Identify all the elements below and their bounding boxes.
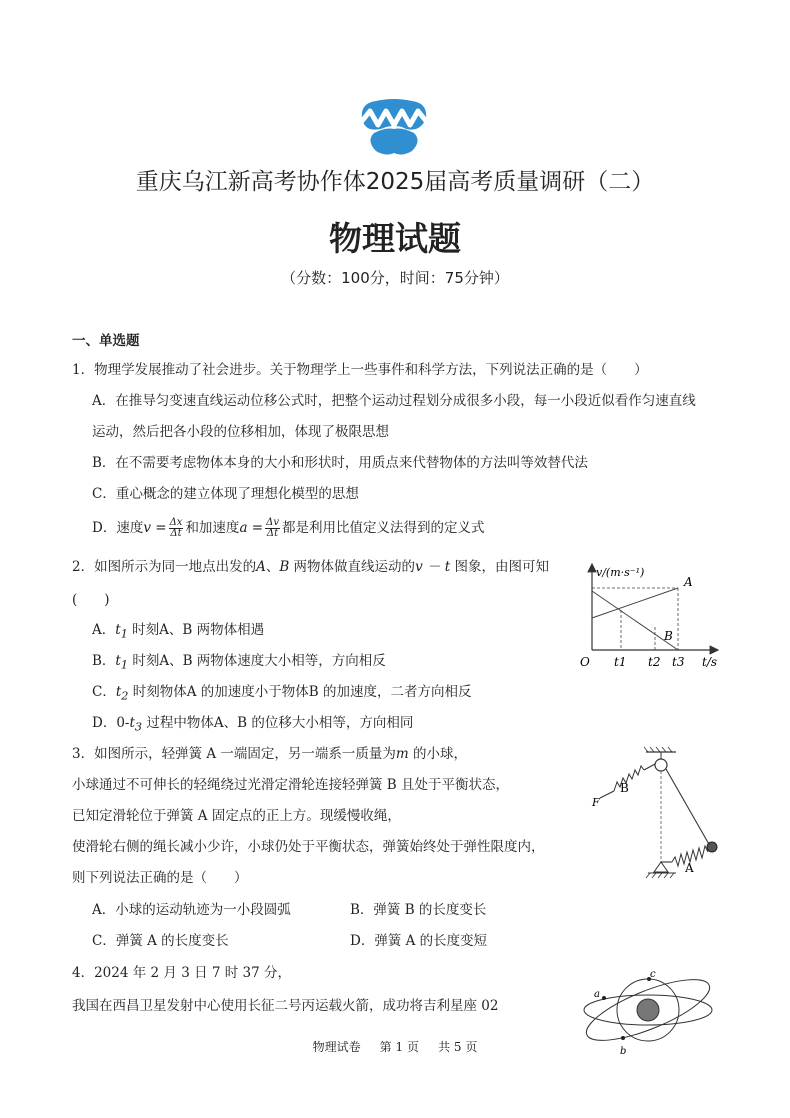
- q4-earth: [637, 999, 659, 1021]
- q3-ceiling-hatch: [644, 747, 672, 752]
- q3-pulley: [655, 759, 667, 771]
- q3-option-d: D．弹簧 A 的长度变短: [350, 933, 488, 949]
- q2-stem: [72, 557, 549, 577]
- q2-tick-t3: t3: [672, 655, 685, 669]
- q2-stem-sep: 、: [265, 559, 280, 575]
- q1-d-accel: a =: [239, 520, 264, 536]
- q1-d-mid: 和加速度: [185, 520, 240, 536]
- q3-rope-left: [644, 764, 655, 770]
- footer-subject: 物理试卷: [312, 1040, 361, 1054]
- q1-d-velocity: v =: [143, 520, 167, 536]
- q2-b-pre: B．: [92, 653, 116, 669]
- q4-label-b: b: [620, 1046, 627, 1057]
- q1-d-v-den: Δt: [170, 528, 182, 539]
- q2-c-pre: C．: [92, 684, 116, 700]
- q3-ball: [707, 842, 717, 852]
- school-title: 重庆乌江新高考协作体2025届高考质量调研（二）: [135, 169, 655, 195]
- q2-stem-A: A: [256, 559, 266, 575]
- q3-rope-right: [666, 769, 710, 846]
- q2-option-c: [92, 682, 472, 707]
- q1-d-v-num: Δx: [169, 517, 183, 528]
- q2-b-sub: 1: [120, 658, 129, 672]
- q3-mass: m: [395, 746, 409, 762]
- q2-d-rest: 过程中物体A、B 的位移大小相等，方向相同: [142, 715, 414, 731]
- q1-stem: 1．物理学发展推动了社会进步。关于物理学上一些事件和科学方法，下列说法正确的是（ ）: [72, 362, 648, 378]
- page-title: 物理试题: [329, 219, 461, 258]
- q2-b-t: t: [115, 653, 121, 669]
- q2-a-t: t: [115, 622, 121, 638]
- q2-d-sub: 3: [134, 720, 143, 734]
- q2-stem-vt: v － t: [415, 559, 451, 575]
- q2-origin: O: [580, 655, 590, 669]
- q2-b-rest: 时刻A、B 两物体速度大小相等，方向相反: [128, 653, 386, 669]
- q3-line5: 则下列说法正确的是（ ）: [72, 870, 248, 886]
- footer-page-mid: 页: [406, 1040, 419, 1054]
- q2-line-A: [592, 588, 678, 618]
- q2-option-b: [92, 651, 386, 676]
- q3-label-B: B: [620, 781, 629, 795]
- q2-label-A: A: [684, 575, 693, 589]
- q3-line1-a: 3．如图所示，轻弹簧 A 一端固定，另一端系一质量为: [72, 746, 396, 762]
- q1-d-accel-fraction: [265, 518, 280, 539]
- q2-stem-a: 2．如图所示为同一地点出发的: [72, 559, 257, 575]
- q3-spring-B: [614, 766, 644, 791]
- q4-label-a: a: [594, 989, 600, 1000]
- q1-option-c: C．重心概念的建立体现了理想化模型的思想: [92, 486, 359, 502]
- exam-info: （分数：100分，时间：75分钟）: [281, 269, 509, 287]
- footer-total-pages: 5: [453, 1040, 462, 1054]
- q3-line2: 小球通过不可伸长的轻绳绕过光滑定滑轮连接轻弹簧 B 且处于平衡状态，: [72, 777, 510, 793]
- q1-d-velocity-fraction: [169, 518, 184, 539]
- q2-c-t: t: [115, 684, 122, 700]
- q2-a-rest: 时刻A、B 两物体相遇: [127, 622, 265, 638]
- q3-line1-b: 的小球，: [408, 746, 468, 762]
- q1-option-a-cont: 运动，然后把各小段的位移相加，体现了极限思想: [92, 424, 389, 440]
- q2-tick-t1: t1: [614, 655, 627, 669]
- q1-option-a: A．在推导匀变速直线运动位移公式时，把整个运动过程划分成很多小段，每一小段近似看作匀速直线: [92, 393, 696, 409]
- q2-vt-graph: [578, 558, 728, 676]
- q4-satellite-a: [602, 996, 606, 1000]
- q3-option-a: A．小球的运动轨迹为一小段圆弧: [92, 902, 291, 918]
- q3-force-F: [600, 791, 614, 798]
- footer-total-pre: 共: [438, 1040, 451, 1054]
- page-footer: [0, 1038, 790, 1055]
- q2-stem-c: 图象，由图可知: [450, 559, 549, 575]
- q2-c-sub: 2: [121, 689, 129, 703]
- section-heading: 一、单选题: [72, 333, 140, 349]
- q2-a-sub: 1: [120, 627, 128, 641]
- q2-d-pre: D．0-: [92, 715, 130, 731]
- q1-d-prefix: D．速度: [92, 520, 144, 536]
- q2-a-pre: A．: [92, 622, 116, 638]
- q3-line3: 已知定滑轮位于弹簧 A 固定点的正上方。现缓慢收绳，: [72, 808, 401, 824]
- q3-line1: [72, 744, 467, 764]
- q2-x-label: t/s: [702, 655, 718, 669]
- q3-ground-hatch: [646, 873, 674, 878]
- q2-option-a: [92, 620, 264, 645]
- q1-option-b: B．在不需要考虑物体本身的大小和形状时，用质点来代替物体的方法叫等效替代法: [92, 455, 588, 471]
- footer-page-pre: 第: [379, 1040, 392, 1054]
- wave-logo-icon: [356, 97, 432, 157]
- q2-d-t: t: [129, 715, 135, 731]
- q3-label-F: F: [592, 796, 600, 809]
- q2-option-d: [92, 713, 413, 738]
- q1-d-suffix: 都是利用比值定义法得到的定义式: [281, 520, 485, 536]
- q1-option-d: [92, 518, 484, 539]
- q1-d-a-num: Δv: [266, 517, 279, 528]
- q2-label-B: B: [664, 629, 673, 643]
- q2-c-rest: 时刻物体A 的加速度小于物体B 的加速度，二者方向相反: [128, 684, 472, 700]
- q2-y-label: v/(m·s⁻¹): [596, 566, 645, 579]
- q3-line4: 使滑轮右侧的绳长减小少许，小球仍处于平衡状态，弹簧始终处于弹性限度内，: [72, 839, 545, 855]
- q4-line2: 我国在西昌卫星发射中心使用长征二号丙运载火箭，成功将吉利星座 02: [72, 998, 499, 1014]
- q1-d-a-den: Δt: [266, 528, 279, 539]
- q2-tick-t2: t2: [648, 655, 661, 669]
- q2-answer-paren: ( ): [72, 592, 110, 608]
- q3-label-A: A: [685, 861, 694, 875]
- q3-spring-figure: [586, 740, 726, 880]
- q2-stem-b: 两物体做直线运动的: [289, 559, 416, 575]
- q4-label-c: c: [650, 969, 656, 980]
- footer-page-number: 1: [395, 1040, 404, 1054]
- q3-ground-support: [654, 862, 668, 872]
- footer-total-post: 页: [465, 1040, 478, 1054]
- q3-option-c: C．弹簧 A 的长度变长: [92, 933, 229, 949]
- q3-option-b: B．弹簧 B 的长度变长: [350, 902, 487, 918]
- q2-stem-B: B: [279, 559, 290, 575]
- q4-line1: 4．2024 年 2 月 3 日 7 时 37 分，: [72, 965, 292, 981]
